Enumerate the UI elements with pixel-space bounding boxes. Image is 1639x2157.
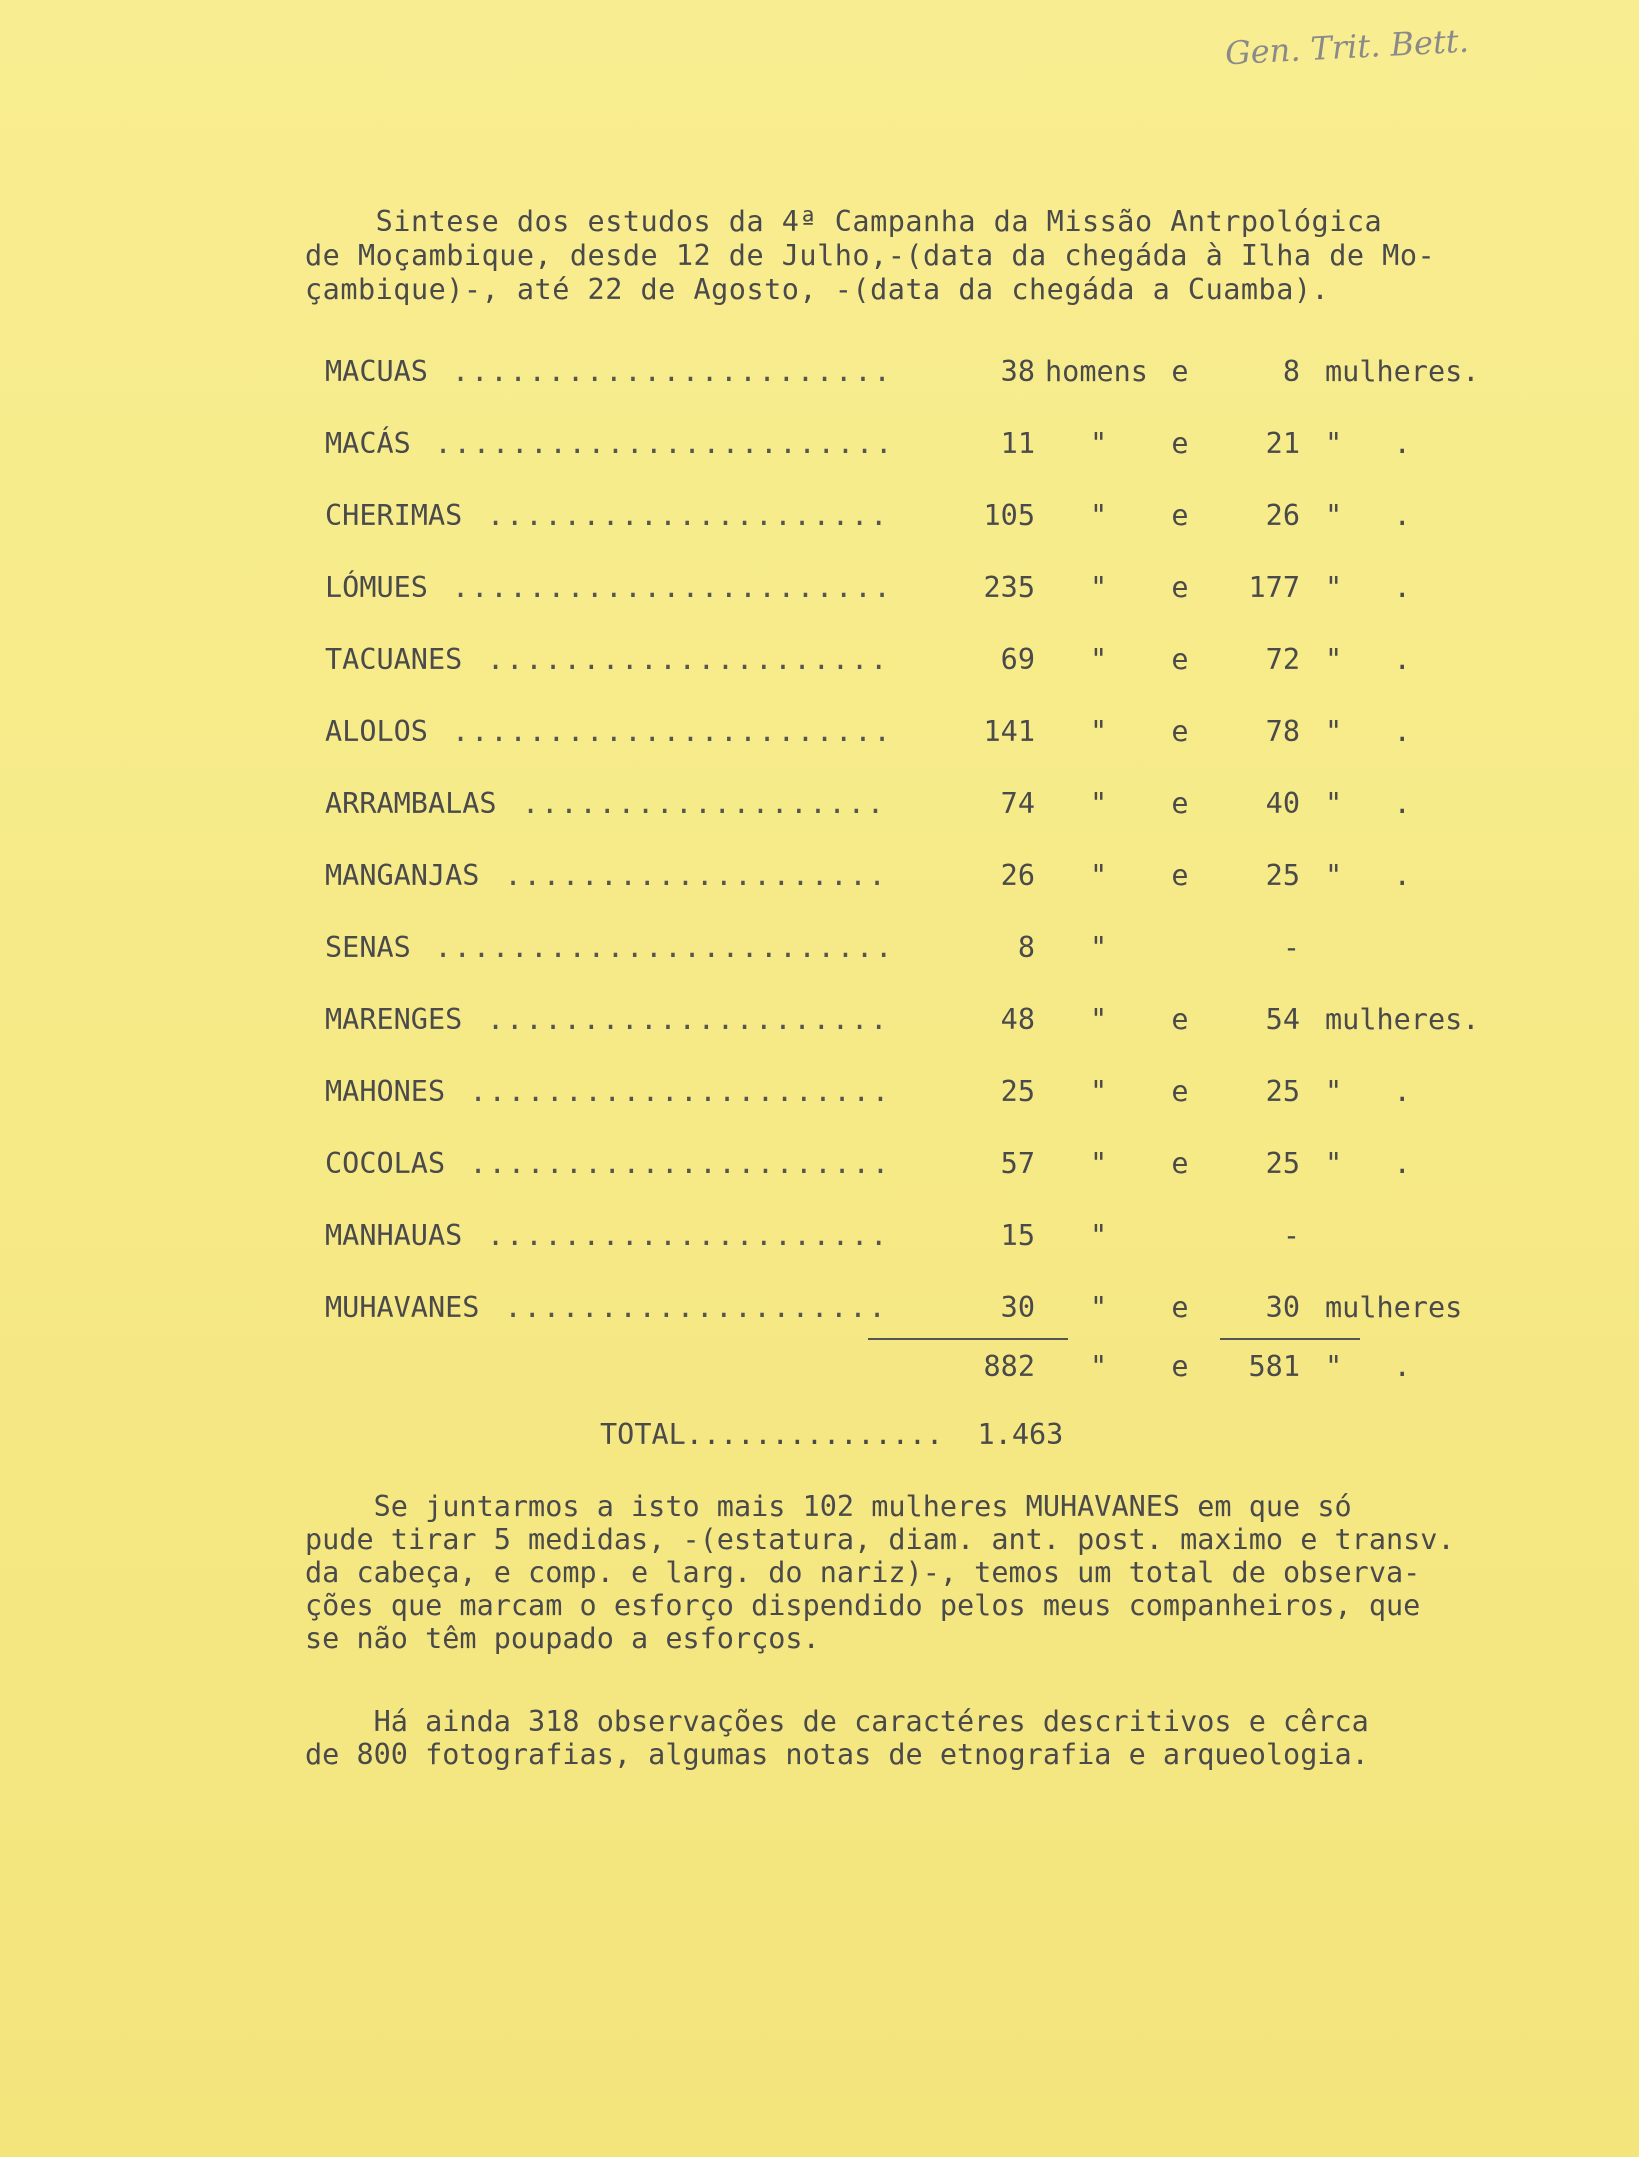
men-count: 74 (1000, 787, 1035, 820)
women-unit: " . (1325, 1147, 1411, 1180)
table-row (325, 859, 1585, 931)
women-count: - (1282, 931, 1300, 964)
table-row (325, 715, 1585, 787)
men-count: 15 (1000, 1219, 1035, 1252)
dot-leader: ........................ (434, 931, 895, 964)
women-unit: " . (1325, 715, 1411, 748)
paragraph-line: Há ainda 318 observações de caractéres descritivos e cêrca (305, 1705, 1369, 1738)
women-count: 54 (1265, 1003, 1300, 1036)
men-unit: " (1090, 1219, 1108, 1252)
grand-total (600, 1418, 1063, 1451)
dot-leader: ..................... (487, 1003, 890, 1036)
women-count: 25 (1265, 1075, 1300, 1108)
subtotal-women-unit: " . (1325, 1350, 1411, 1383)
table-row (325, 571, 1585, 643)
dot-leader: ....................... (452, 355, 893, 388)
men-unit: " (1090, 931, 1108, 964)
men-count: 48 (1000, 1003, 1035, 1036)
men-count: 8 (1017, 931, 1035, 964)
table-row (325, 1075, 1585, 1147)
tribe-name: CHERIMAS (325, 499, 463, 532)
intro-text (305, 205, 1595, 307)
women-count: 177 (1248, 571, 1300, 604)
conjunction: e (1171, 1291, 1189, 1324)
men-count: 38 (1000, 355, 1035, 388)
conjunction: e (1171, 787, 1189, 820)
women-unit: " . (1325, 571, 1411, 604)
women-unit: " . (1325, 499, 1411, 532)
tribe-name: ALOLOS (325, 715, 428, 748)
total-value: 1.463 (977, 1418, 1064, 1451)
dot-leader: ..................... (487, 643, 890, 676)
men-count: 26 (1000, 859, 1035, 892)
women-count: 21 (1265, 427, 1300, 460)
men-subtotal-rule (868, 1338, 1068, 1340)
subtotal-men: 882 (983, 1350, 1035, 1383)
women-unit: mulheres. (1325, 1003, 1480, 1036)
women-subtotal-rule (1220, 1338, 1360, 1340)
table-row (325, 355, 1585, 427)
men-unit: " (1090, 499, 1108, 532)
women-unit: mulheres. (1325, 355, 1480, 388)
men-unit: " (1090, 643, 1108, 676)
tribe-name: MANHAUAS (325, 1219, 463, 1252)
paragraph-line: pude tirar 5 medidas, -(estatura, diam. ant. post. maximo e transv. (305, 1523, 1455, 1556)
women-unit: " . (1325, 787, 1411, 820)
table-row (325, 1147, 1585, 1219)
tribe-name: MANGANJAS (325, 859, 480, 892)
women-count: 8 (1282, 355, 1300, 388)
men-unit: " (1090, 1075, 1108, 1108)
men-count: 11 (1000, 427, 1035, 460)
tribe-name: TACUANES (325, 643, 463, 676)
women-unit: " . (1325, 1075, 1411, 1108)
women-count: 78 (1265, 715, 1300, 748)
dot-leader: ..................... (487, 1219, 890, 1252)
table-row (325, 1219, 1585, 1291)
tribe-name: LÓMUES (325, 571, 428, 604)
women-count: 40 (1265, 787, 1300, 820)
conjunction: e (1171, 1003, 1189, 1036)
subtotal-women: 581 (1248, 1350, 1300, 1383)
men-unit: " (1090, 859, 1108, 892)
subtotal-men-unit: " (1090, 1350, 1108, 1383)
subtotal-row (325, 1350, 1585, 1390)
men-unit: " (1090, 715, 1108, 748)
dot-leader: .................... (504, 859, 888, 892)
men-unit: " (1090, 1291, 1108, 1324)
conjunction: e (1171, 1075, 1189, 1108)
men-unit: " (1090, 427, 1108, 460)
men-unit: " (1090, 1003, 1108, 1036)
dot-leader: ................... (522, 787, 887, 820)
conjunction: e (1171, 859, 1189, 892)
intro-line: de Moçambique, desde 12 de Julho,-(data da chegáda à Ilha de Mo- (305, 239, 1436, 272)
intro-line: çambique)-, até 22 de Agosto, -(data da chegáda a Cuamba). (305, 273, 1330, 306)
tribe-name: MARENGES (325, 1003, 463, 1036)
men-count: 25 (1000, 1075, 1035, 1108)
dot-leader: ....................... (452, 571, 893, 604)
dot-leader: ....................... (452, 715, 893, 748)
paragraph-line: de 800 fotografias, algumas notas de etnografia e arqueologia. (305, 1738, 1369, 1771)
paragraph-1 (305, 1490, 1605, 1655)
tribe-table (325, 355, 1585, 1363)
men-count: 69 (1000, 643, 1035, 676)
paragraph-line: ções que marcam o esforço dispendido pelos meus companheiros, que (305, 1589, 1421, 1622)
intro-line: Sintese dos estudos da 4ª Campanha da Missão Antrpológica (305, 205, 1383, 238)
conjunction: e (1171, 643, 1189, 676)
women-unit: mulheres (1325, 1291, 1463, 1324)
tribe-name: MUHAVANES (325, 1291, 480, 1324)
women-count: 30 (1265, 1291, 1300, 1324)
handwritten-annotation: Gen. Trit. Bett. (1224, 21, 1470, 73)
men-count: 30 (1000, 1291, 1035, 1324)
women-count: 25 (1265, 1147, 1300, 1180)
tribe-name: COCOLAS (325, 1147, 446, 1180)
women-count: 72 (1265, 643, 1300, 676)
men-unit: " (1090, 787, 1108, 820)
total-label: TOTAL............... (600, 1418, 944, 1451)
women-count: 26 (1265, 499, 1300, 532)
paragraph-line: se não têm poupado a esforços. (305, 1622, 820, 1655)
women-unit: " . (1325, 859, 1411, 892)
men-unit: homens (1045, 355, 1148, 388)
men-unit: " (1090, 571, 1108, 604)
table-row (325, 643, 1585, 715)
tribe-name: MACUAS (325, 355, 428, 388)
table-row (325, 427, 1585, 499)
conjunction: e (1171, 571, 1189, 604)
men-count: 235 (983, 571, 1035, 604)
dot-leader: ........................ (434, 427, 895, 460)
conjunction: e (1171, 355, 1189, 388)
conjunction: e (1171, 715, 1189, 748)
men-count: 141 (983, 715, 1035, 748)
women-unit: " . (1325, 427, 1411, 460)
tribe-name: MAHONES (325, 1075, 446, 1108)
women-count: - (1282, 1219, 1300, 1252)
men-count: 57 (1000, 1147, 1035, 1180)
table-row (325, 787, 1585, 859)
table-row (325, 499, 1585, 571)
women-unit: " . (1325, 643, 1411, 676)
men-count: 105 (983, 499, 1035, 532)
men-unit: " (1090, 1147, 1108, 1180)
tribe-name: MACÁS (325, 427, 411, 460)
paragraph-2 (305, 1705, 1605, 1771)
dot-leader: ...................... (469, 1147, 891, 1180)
conjunction: e (1171, 427, 1189, 460)
tribe-name: ARRAMBALAS (325, 787, 497, 820)
table-row (325, 1003, 1585, 1075)
dot-leader: .................... (504, 1291, 888, 1324)
dot-leader: ..................... (487, 499, 890, 532)
paragraph-line: Se juntarmos a isto mais 102 mulheres MUHAVANES em que só (305, 1490, 1352, 1523)
dot-leader: ...................... (469, 1075, 891, 1108)
conjunction: e (1171, 1147, 1189, 1180)
subtotal-e: e (1171, 1350, 1189, 1383)
paragraph-line: da cabeça, e comp. e larg. do nariz)-, temos um total de observa- (305, 1556, 1421, 1589)
tribe-name: SENAS (325, 931, 411, 964)
table-row (325, 931, 1585, 1003)
conjunction: e (1171, 499, 1189, 532)
women-count: 25 (1265, 859, 1300, 892)
